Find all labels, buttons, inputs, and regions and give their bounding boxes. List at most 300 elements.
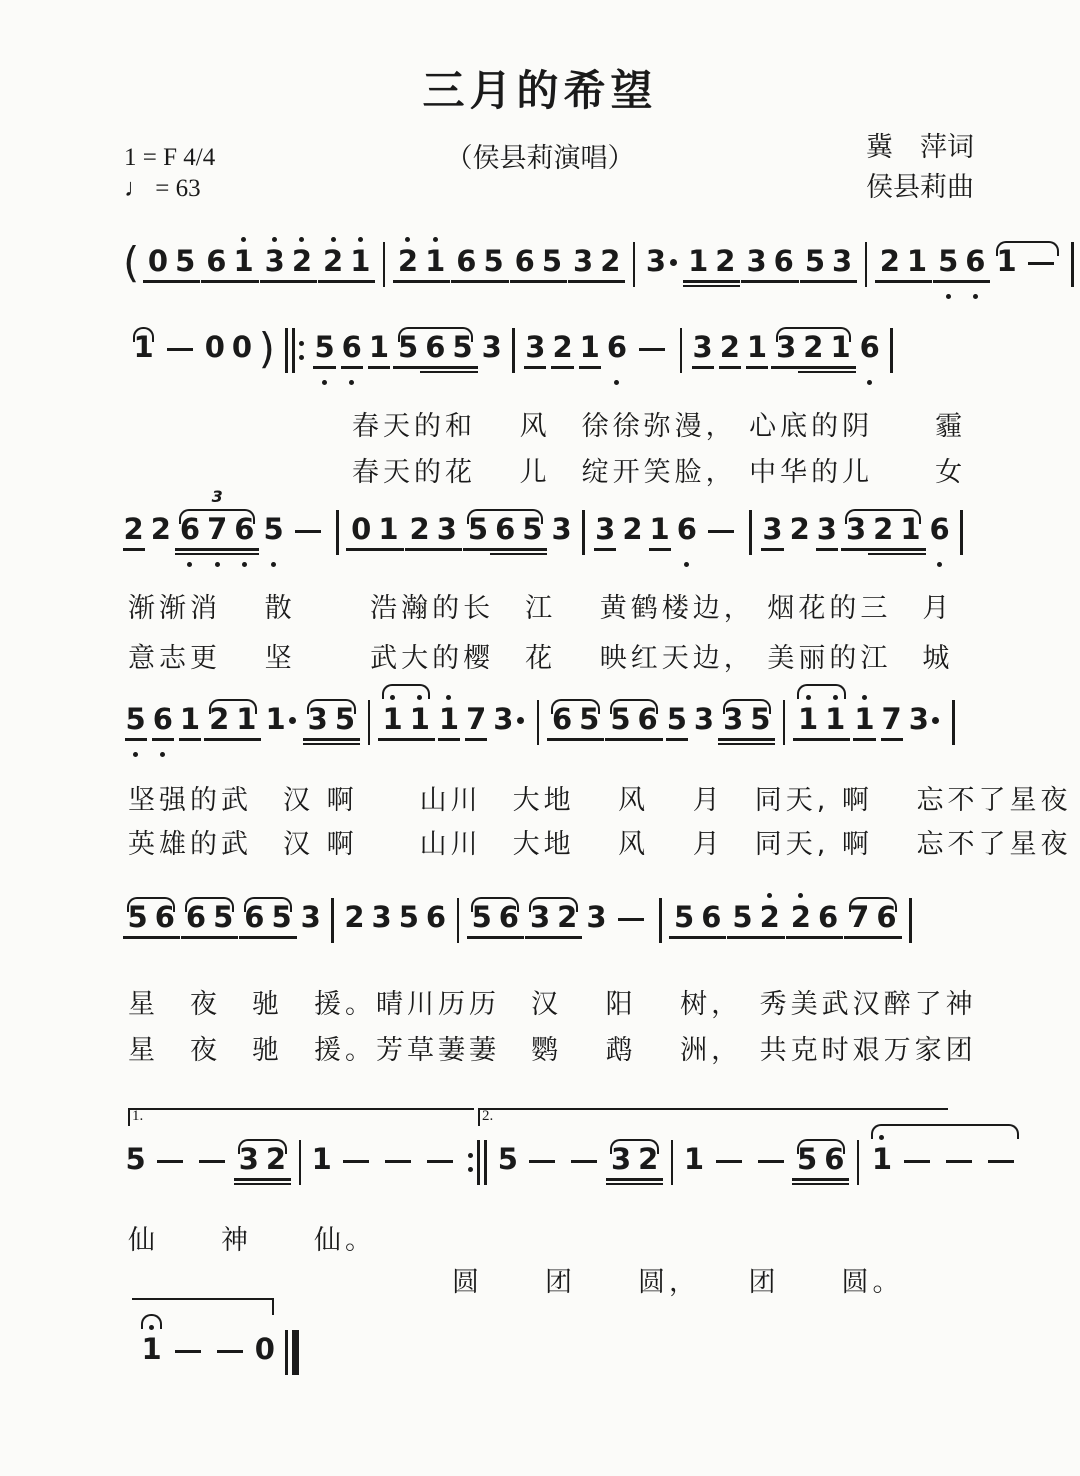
duration-dash [758,1160,784,1164]
beam-group [799,233,857,302]
note-number: 2 [873,512,894,546]
underline-slot [314,364,334,376]
beam-underline [208,936,238,939]
underline-slot [499,934,519,946]
note [759,501,786,570]
octave-dot [879,1135,884,1140]
note [712,233,739,302]
note-number: 3 [692,330,713,364]
underline-slot [573,278,593,290]
note-number: 2 [715,244,736,278]
note [495,889,522,958]
beam-underline [313,366,335,369]
beam-group [346,501,404,570]
note [878,691,905,760]
note-number: 1 [409,702,430,736]
beam-group [727,889,785,958]
beam-underline [841,548,871,551]
beam-underline [179,738,201,741]
underline-slot [818,934,838,946]
underline-slot [650,546,670,558]
note [422,889,449,958]
octave-dot [390,695,395,700]
note [379,691,406,760]
underline-slot [674,934,694,946]
music-line-4 [122,688,962,760]
octave-dot [215,562,220,567]
note [576,691,603,760]
beam-underline [420,366,450,369]
duration-dash [946,1160,972,1164]
underline-slot [849,934,869,946]
beam-group [874,233,932,302]
note-number: 5 [334,702,355,736]
barline [680,328,683,373]
note-number: 1 [649,512,670,546]
beam-underline [606,1183,636,1186]
slur-group [393,319,479,388]
note-number: 1 [179,702,201,736]
note [794,691,821,760]
underline-slot [142,1366,162,1378]
note-number: 7 [466,702,487,736]
barline [512,328,515,373]
underline-slot [622,546,642,558]
octave-dot [331,237,336,242]
low-dot-slot [946,290,951,302]
beam-underline [229,553,259,556]
underline-slot [638,1176,658,1188]
slur-group [174,487,260,570]
augmentation-dot [289,717,296,724]
lyric-line-10: 圆 团 圆， 团 圆。 [452,1267,904,1298]
note-number: 5 [452,330,473,364]
underline-slot [747,364,767,376]
barline [457,898,460,943]
underline-slot [580,364,600,376]
note-number: 5 [398,330,419,364]
beam-underline [373,548,403,551]
beam-underline [633,738,663,741]
underline-slot [468,546,488,558]
duration-dash [639,348,665,352]
beam-underline [579,366,601,369]
octave-dot [946,294,951,299]
note [607,1131,634,1200]
note-number: 2 [622,512,643,546]
note-number: 2 [600,244,621,278]
note-number: 6 [637,702,658,736]
barline [383,242,386,287]
slur-group [991,233,1064,302]
underline-slot [126,736,146,748]
underline-slot [876,934,896,946]
underline-slot [607,364,627,376]
music-line-3 [120,487,970,570]
note-number: 3 [610,1142,632,1176]
note-number: 3 [307,702,328,736]
note-number: 5 [674,900,695,934]
note [120,501,147,570]
augmentation-dot [932,717,939,724]
note-number: 6 [234,512,255,546]
note-number: 6 [824,1142,845,1176]
note [903,233,930,302]
note [583,889,610,958]
underline-slot [873,546,893,558]
underline-slot [312,1176,332,1188]
note [130,319,157,388]
note-number: 3 [529,900,551,934]
note-number: 6 [817,900,839,934]
beam-underline [234,1183,264,1186]
note [144,233,171,302]
note-number: 1 [265,702,286,736]
beam-underline [881,738,903,741]
underline-slot [482,364,502,376]
music-line-1 [120,230,1080,302]
note-number: 1 [906,244,928,278]
score-element [285,328,288,373]
underline-slot [151,546,171,558]
note [549,319,576,388]
note-number: 3 [832,244,853,278]
note [182,889,209,958]
note [720,691,747,760]
note [251,1321,278,1390]
note-number: 6 [701,900,722,934]
note-number: 1 [141,1332,162,1366]
lyric-line-9: 仙 神 仙。 [128,1225,376,1256]
beam-underline [825,371,855,374]
beam-underline [346,548,376,551]
beam-underline [447,371,477,374]
duration-dash [708,530,734,534]
note-number: 0 [351,512,372,546]
note [453,233,480,302]
underline-slot [552,364,572,376]
music-line-5 [122,886,919,958]
underline-slot [342,364,362,376]
underline-slot [495,546,515,558]
beam-underline [303,738,333,741]
duration-dash [904,1160,930,1164]
beam-group [509,233,567,302]
underline-slot [236,736,256,748]
note-number: 3 [723,702,744,736]
beam-underline [432,548,462,551]
note-number: 2 [409,512,430,546]
score-element [292,328,295,373]
note-number: 3 [264,244,285,278]
beam-group [142,233,200,302]
underline-slot [335,736,355,748]
note [341,889,368,958]
note-number: 1 [900,512,921,546]
note [365,319,392,388]
barline [336,510,339,555]
beam-group [318,233,376,302]
beam-underline [741,280,771,283]
score-element [292,1330,299,1375]
note [311,319,338,388]
duration-dash [199,1160,225,1164]
slur-group [462,501,548,570]
slur-group [377,691,435,760]
note-number: 3 [300,900,321,934]
music-line-6 [122,1128,1024,1200]
note-number: 1 [871,1142,893,1176]
underline-slot [483,278,503,290]
beam-underline [517,548,547,551]
underline-slot [760,934,780,946]
beam-underline [420,280,450,283]
beam-underline [666,738,688,741]
note-number: 1 [797,702,819,736]
beam-underline [669,936,699,939]
note [268,889,295,958]
beam-underline [933,280,963,283]
underline-slot [234,546,254,558]
underline-slot [126,1176,146,1188]
note-number: 2 [344,900,365,934]
note-number: 2 [719,330,740,364]
underline-slot [263,546,283,558]
slur-group [239,889,297,958]
note-number: 1 [996,244,1017,278]
beam-underline [152,738,174,741]
note [176,501,203,570]
parenthesis: ) [258,324,275,373]
underline-slot [860,364,880,376]
beam-underline [368,366,390,369]
beam-underline [524,366,546,369]
note [554,889,581,958]
note-number: 5 [175,244,196,278]
note [813,501,840,570]
underline-slot [206,278,226,290]
note [149,691,176,760]
beam-underline [683,280,713,283]
beam-underline [525,936,555,939]
beam-underline [202,553,232,556]
beam-underline [234,1178,264,1181]
underline-slot [323,278,343,290]
note-number: 5 [263,512,284,546]
underline-slot [938,278,958,290]
barline [960,510,963,555]
octave-dot [417,695,422,700]
note [576,319,603,388]
barline [671,1140,674,1185]
underline-slot [239,1176,259,1188]
note [492,501,519,570]
note-number: 5 [938,244,959,278]
note [607,691,634,760]
beam-group [683,233,741,302]
note [172,233,199,302]
underline-slot [832,278,852,290]
beam-underline [123,548,145,551]
slur-group [844,889,902,958]
note [230,233,257,302]
lyric-line-3: 渐渐消 散 浩瀚的长 江 黄鹤楼边， 烟花的三 月 [128,593,954,624]
beam-underline [718,738,748,741]
underline-slot [378,546,398,558]
underline-slot [134,364,154,376]
underline-slot [515,278,535,290]
slur-group [136,1321,167,1390]
underline-slot [693,364,713,376]
note [176,691,203,760]
underline-slot [638,736,658,748]
underline-slot [805,278,825,290]
beam-underline [719,366,741,369]
duration-dash [427,1160,453,1164]
note [394,233,421,302]
tuplet-number: 3 [211,487,223,506]
beam-underline [746,366,768,369]
octave-dot [241,237,246,242]
underline-slot [677,546,697,558]
beam-underline [871,936,901,939]
underline-slot [762,546,782,558]
slur-group [233,1131,291,1200]
slur-group [605,691,663,760]
note-number: 3 [595,512,616,546]
slur-group [771,319,857,388]
note-number: 6 [456,244,477,278]
beam-underline [960,280,990,283]
note [851,691,878,760]
low-dot-slot [242,558,247,570]
note [786,501,813,570]
low-dot-slot [215,558,220,570]
beam-underline [551,366,573,369]
note-number: 5 [271,900,292,934]
beam-underline [745,738,775,741]
underline-slot [351,546,371,558]
barline [331,898,334,943]
barline [865,242,868,287]
underline-slot [522,546,542,558]
beam-underline [123,936,153,939]
underline-slot [466,736,486,748]
underline-slot [498,1176,518,1188]
note-number: 2 [265,1142,287,1176]
beam-underline [405,548,435,551]
beam-underline [517,553,547,556]
underline-slot [426,934,446,946]
octave-dot [806,695,811,700]
note-number: 2 [789,512,810,546]
low-dot-slot [349,376,354,388]
note [406,501,433,570]
low-dot-slot [322,376,327,388]
beam-underline [696,936,726,939]
note [993,233,1020,302]
beam-underline [447,366,477,369]
note-number: 6 [876,900,897,934]
beam-group [741,233,799,302]
octave-dot [833,695,838,700]
beam-underline [552,936,582,939]
note-number: 3 [776,330,797,364]
underline-slot [684,1176,704,1188]
beam-underline [181,936,211,939]
underline-slot [872,1176,892,1188]
underline-slot [586,934,606,946]
underline-slot [244,934,264,946]
note-number: 1 [425,244,446,278]
beam-underline [816,548,838,551]
note [787,889,814,958]
credits [866,128,974,208]
beam-underline [853,738,875,741]
note-number: 2 [557,900,578,934]
beam-underline [745,743,775,746]
note-number: 5 [471,900,492,934]
slur-group [122,889,180,958]
note-number: 1 [854,702,875,736]
note [320,233,347,302]
slur-group [302,691,360,760]
beam-underline [175,553,205,556]
note [490,691,517,760]
underline-slot [552,736,572,748]
beam-underline [827,280,857,283]
underline-slot [232,364,252,376]
repeat-dots [468,1140,473,1185]
barline [1071,242,1074,287]
beam-underline [494,936,524,939]
final-barline [285,1330,299,1375]
slur-group [866,1131,1023,1200]
octave-dot [133,752,138,757]
underline-slot [128,934,148,946]
underline-slot [266,1176,286,1188]
octave-dot [405,237,410,242]
underline-slot [205,364,225,376]
barline [909,898,912,943]
note-number: 6 [676,512,697,546]
lyric-line-6: 英雄的武 汉 啊 山川 大地 风 月 同天, 啊 忘不了星夜 [128,829,1072,860]
note [856,319,883,388]
beam-group [404,501,462,570]
note [926,501,953,570]
note [308,1131,335,1200]
note [663,691,690,760]
beam-underline [605,738,635,741]
low-dot-slot [867,376,872,388]
note [635,1131,662,1200]
note-number: 3 [645,244,667,278]
duration-dash [217,1350,243,1354]
note [698,889,725,958]
music-line-7 [136,1318,306,1390]
beam-underline [239,936,269,939]
beam-underline [606,1178,636,1181]
beam-underline [761,548,783,551]
octave-dot [433,237,438,242]
note [634,691,661,760]
note-number: 3 [238,1142,259,1176]
beam-underline [649,548,671,551]
underline-slot [774,278,794,290]
note-number: 6 [154,900,175,934]
underline-slot [551,546,571,558]
beam-underline [819,1178,849,1181]
